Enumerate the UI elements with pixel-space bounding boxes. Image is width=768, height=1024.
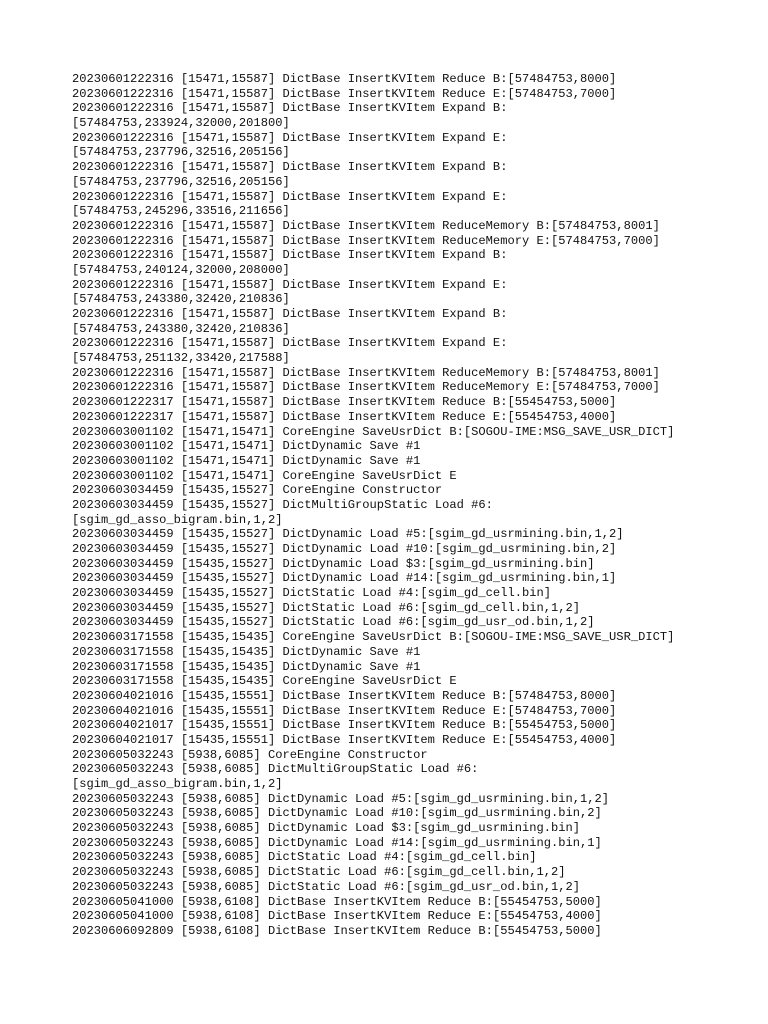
log-line: [57484753,237796,32516,205156] [72, 145, 290, 160]
log-line: [57484753,240124,32000,208000] [72, 262, 290, 277]
log-line: 20230603171558 [15435,15435] CoreEngine SaveUsrDict E [72, 674, 457, 689]
log-line: [57484753,243380,32420,210836] [72, 321, 290, 336]
log-line: 20230603034459 [15435,15527] DictDynamic Load $3:[sgim_gd_usrmining.bin] [72, 556, 595, 571]
log-line: 20230605041000 [5938,6108] DictBase InsertKVItem Reduce B:[55454753,5000] [72, 894, 602, 909]
log-line: 20230603034459 [15435,15527] DictMultiGroupStatic Load #6: [72, 497, 493, 512]
log-line: 20230603034459 [15435,15527] DictStatic Load #4:[sgim_gd_cell.bin] [72, 586, 551, 601]
log-line: 20230601222316 [15471,15587] DictBase InsertKVItem ReduceMemory B:[57484753,8001] [72, 365, 660, 380]
log-line: 20230601222317 [15471,15587] DictBase InsertKVItem Reduce B:[55454753,5000] [72, 395, 617, 410]
log-line: 20230603171558 [15435,15435] DictDynamic Save #1 [72, 644, 421, 659]
log-line: 20230601222316 [15471,15587] DictBase InsertKVItem Expand E: [72, 130, 508, 145]
log-line: 20230601222316 [15471,15587] DictBase InsertKVItem Reduce E:[57484753,7000] [72, 86, 617, 101]
log-line: 20230605032243 [5938,6085] DictDynamic Load #14:[sgim_gd_usrmining.bin,1] [72, 835, 602, 850]
log-line: 20230601222316 [15471,15587] DictBase InsertKVItem ReduceMemory E:[57484753,7000] [72, 233, 660, 248]
log-line: 20230605032243 [5938,6085] DictStatic Load #6:[sgim_gd_usr_od.bin,1,2] [72, 879, 581, 894]
log-line: 20230603034459 [15435,15527] DictStatic Load #6:[sgim_gd_usr_od.bin,1,2] [72, 615, 595, 630]
log-line: 20230604021016 [15435,15551] DictBase InsertKVItem Reduce E:[57484753,7000] [72, 703, 617, 718]
log-line: 20230603034459 [15435,15527] DictStatic Load #6:[sgim_gd_cell.bin,1,2] [72, 600, 581, 615]
log-line: 20230601222316 [15471,15587] DictBase InsertKVItem ReduceMemory E:[57484753,7000] [72, 380, 660, 395]
log-line: 20230601222316 [15471,15587] DictBase InsertKVItem Reduce B:[57484753,8000] [72, 72, 617, 86]
log-line: 20230601222316 [15471,15587] DictBase InsertKVItem Expand E: [72, 336, 508, 351]
log-line: 20230603001102 [15471,15471] CoreEngine SaveUsrDict E [72, 468, 457, 483]
log-line: 20230601222316 [15471,15587] DictBase InsertKVItem Expand B: [72, 248, 508, 263]
log-document [72, 72, 732, 939]
log-line: 20230603001102 [15471,15471] DictDynamic Save #1 [72, 453, 421, 468]
log-line: 20230601222316 [15471,15587] DictBase InsertKVItem Expand E: [72, 277, 508, 292]
log-line: 20230605032243 [5938,6085] CoreEngine Constructor [72, 747, 428, 762]
log-line: 20230604021017 [15435,15551] DictBase InsertKVItem Reduce B:[55454753,5000] [72, 718, 617, 733]
log-line: 20230601222316 [15471,15587] DictBase InsertKVItem ReduceMemory B:[57484753,8001] [72, 218, 660, 233]
log-line: 20230603171558 [15435,15435] CoreEngine SaveUsrDict B:[SOGOU-IME:MSG_SAVE_USR_DICT] [72, 630, 675, 645]
log-line: [sgim_gd_asso_bigram.bin,1,2] [72, 777, 283, 791]
log-line: 20230601222317 [15471,15587] DictBase InsertKVItem Reduce E:[55454753,4000] [72, 409, 617, 424]
log-line: 20230603034459 [15435,15527] CoreEngine Constructor [72, 483, 443, 498]
log-line: 20230603034459 [15435,15527] DictDynamic Load #5:[sgim_gd_usrmining.bin,1,2] [72, 527, 624, 542]
log-line: 20230605032243 [5938,6085] DictDynamic Load #10:[sgim_gd_usrmining.bin,2] [72, 806, 602, 821]
log-line: [57484753,243380,32420,210836] [72, 292, 290, 307]
log-line: 20230605032243 [5938,6085] DictMultiGroupStatic Load #6: [72, 762, 479, 777]
log-line: 20230603001102 [15471,15471] DictDynamic Save #1 [72, 439, 421, 454]
log-line: [sgim_gd_asso_bigram.bin,1,2] [72, 512, 283, 527]
log-line: 20230601222316 [15471,15587] DictBase InsertKVItem Expand E: [72, 189, 508, 204]
log-line: 20230606092809 [5938,6108] DictBase InsertKVItem Reduce B:[55454753,5000] [72, 923, 602, 938]
log-lines [72, 72, 732, 939]
log-line: [57484753,251132,33420,217588] [72, 351, 290, 366]
log-line: 20230605032243 [5938,6085] DictDynamic Load #5:[sgim_gd_usrmining.bin,1,2] [72, 791, 610, 806]
log-line: [57484753,237796,32516,205156] [72, 174, 290, 189]
log-line: 20230601222316 [15471,15587] DictBase InsertKVItem Expand B: [72, 101, 508, 116]
log-line: 20230603034459 [15435,15527] DictDynamic Load #14:[sgim_gd_usrmining.bin,1] [72, 571, 617, 586]
log-line: 20230601222316 [15471,15587] DictBase InsertKVItem Expand B: [72, 307, 508, 321]
log-line: 20230604021017 [15435,15551] DictBase InsertKVItem Reduce E:[55454753,4000] [72, 732, 617, 747]
log-line: 20230605032243 [5938,6085] DictStatic Load #4:[sgim_gd_cell.bin] [72, 850, 537, 865]
log-line: 20230605041000 [5938,6108] DictBase InsertKVItem Reduce E:[55454753,4000] [72, 909, 602, 924]
log-line: 20230601222316 [15471,15587] DictBase InsertKVItem Expand B: [72, 160, 508, 175]
log-line: 20230604021016 [15435,15551] DictBase InsertKVItem Reduce B:[57484753,8000] [72, 688, 617, 703]
log-line: 20230603171558 [15435,15435] DictDynamic Save #1 [72, 659, 421, 674]
log-line: 20230603034459 [15435,15527] DictDynamic Load #10:[sgim_gd_usrmining.bin,2] [72, 542, 617, 556]
log-line: 20230605032243 [5938,6085] DictDynamic Load $3:[sgim_gd_usrmining.bin] [72, 821, 581, 836]
log-line: 20230603001102 [15471,15471] CoreEngine SaveUsrDict B:[SOGOU-IME:MSG_SAVE_USR_DICT] [72, 424, 675, 439]
log-line: [57484753,233924,32000,201800] [72, 116, 290, 131]
log-line: 20230605032243 [5938,6085] DictStatic Load #6:[sgim_gd_cell.bin,1,2] [72, 865, 566, 880]
log-line: [57484753,245296,33516,211656] [72, 204, 290, 219]
